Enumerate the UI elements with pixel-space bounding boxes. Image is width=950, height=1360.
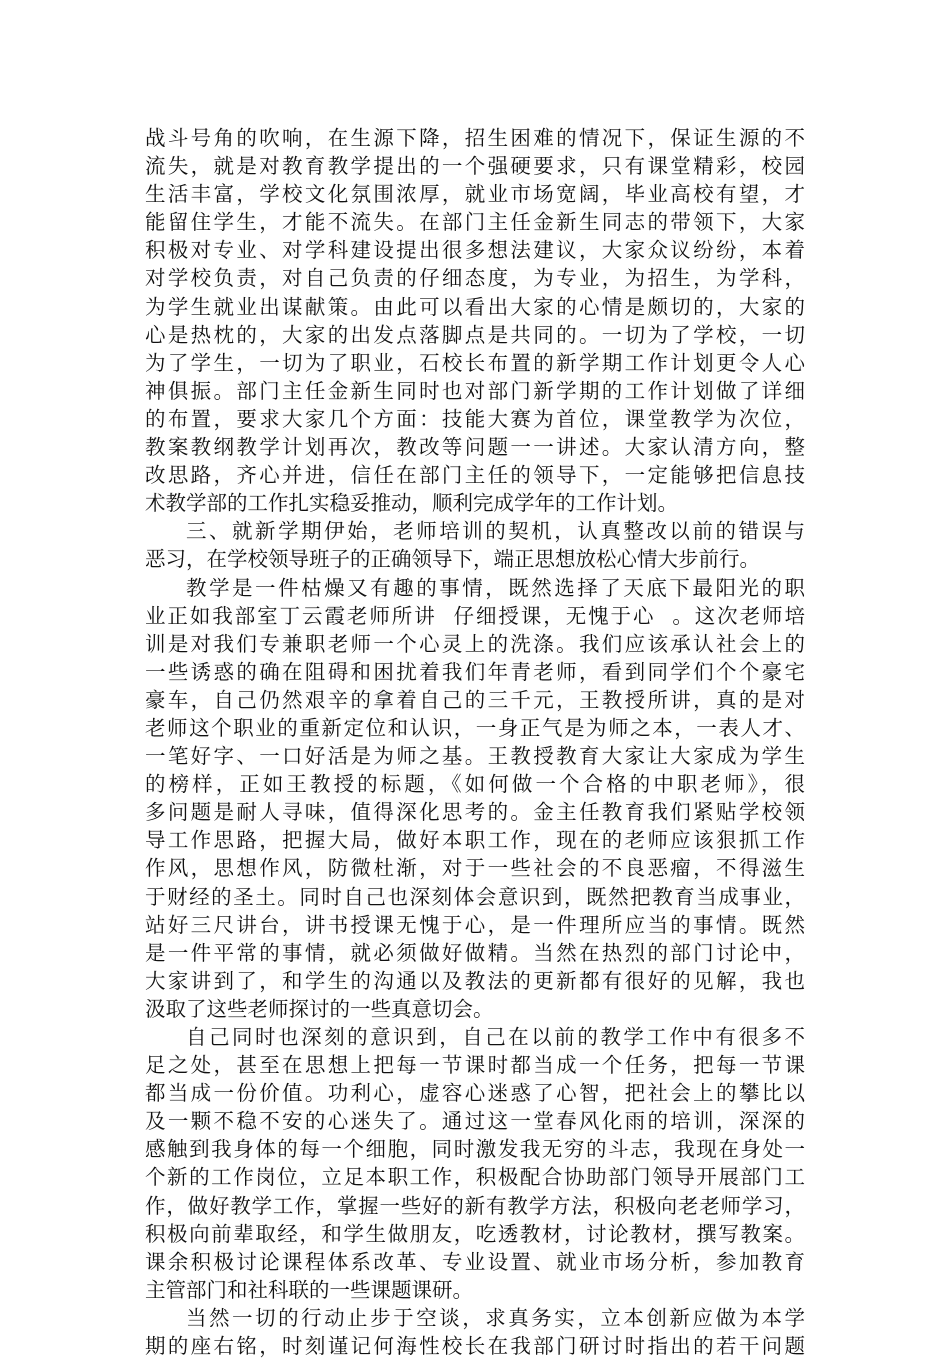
paragraph-first-line: 教学是一件枯燥又有趣的事情，既然选择了天底下最阳光的职: [186, 575, 805, 600]
text-line: 战斗号角的吹响，在生源下降，招生困难的情况下，保证生源的不: [145, 126, 805, 150]
text-line: 老师这个职业的重新定位和认识，一身正气是为师之本，一表人才、: [145, 715, 805, 740]
text-line: 作，做好教学工作，掌握一些好的新有教学方法，积极向老老师学习，: [145, 1193, 805, 1218]
paragraph-end-line: 主管部门和社科联的一些课题课研。: [145, 1277, 473, 1302]
text-line: 是一件平常的事情，就必须做好做精。当然在热烈的部门讨论中，: [145, 940, 805, 965]
text-line: 的榜样，正如王教授的标题，《如何做一个合格的中职老师》，很: [145, 772, 805, 797]
text-line: 积极对专业、对学科建设提出很多想法建议，大家众议纷纷，本着: [145, 238, 805, 263]
text-line: 流失，就是对教育教学提出的一个强硬要求，只有课堂精彩，校园: [145, 154, 805, 179]
paragraph-end-line: 汲取了这些老师探讨的一些真意切会。: [145, 996, 494, 1021]
text-line: 导工作思路，把握大局，做好本职工作，现在的老师应该狠抓工作: [145, 828, 805, 853]
section-heading-line: 三、就新学期伊始，老师培训的契机，认真整改以前的错误与: [186, 519, 805, 544]
text-line: 训是对我们专兼职老师一个心灵上的洗涤。我们应该承认社会上的: [145, 631, 805, 656]
text-line: 神俱振。部门主任金新生同时也对部门新学期的工作计划做了详细: [145, 378, 805, 403]
text-line: 一笔好字、一口好活是为师之基。王教授教育大家让大家成为学生: [145, 744, 805, 769]
text-line: 站好三尺讲台，讲书授课无愧于心，是一件理所应当的事情。既然: [145, 912, 805, 937]
text-line: 教案教纲教学计划再次，教改等问题一一讲述。大家认清方向，整: [145, 435, 805, 460]
text-line: 积极向前辈取经，和学生做朋友，吃透教材，讨论教材，撰写教案。: [145, 1221, 805, 1246]
text-line: 于财经的圣土。同时自己也深刻体会意识到，既然把教育当成事业，: [145, 884, 805, 909]
text-line: 足之处，甚至在思想上把每一节课时都当成一个任务，把每一节课: [145, 1053, 805, 1078]
text-line: 能留住学生，才能不流失。在部门主任金新生同志的带领下，大家: [145, 210, 805, 235]
text-line: 个新的工作岗位，立足本职工作，积极配合协助部门领导开展部门工: [145, 1165, 805, 1190]
document-body: [145, 124, 805, 1360]
text-line: 课余积极讨论课程体系改革、专业设置、就业市场分析，参加教育: [145, 1249, 805, 1274]
text-line: 业正如我部室丁云霞老师所讲 仔细授课，无愧于心 。这次老师培: [145, 603, 805, 628]
text-line: 改思路，齐心并进，信任在部门主任的领导下，一定能够把信息技: [145, 463, 805, 488]
text-line: 对学校负责，对自己负责的仔细态度，为专业，为招生，为学科，: [145, 266, 805, 291]
text-line: 及一颗不稳不安的心迷失了。通过这一堂春风化雨的培训，深深的: [145, 1109, 805, 1134]
text-line: 为学生就业出谋献策。由此可以看出大家的心情是颇切的，大家的: [145, 294, 805, 319]
text-line: 心是热枕的，大家的出发点落脚点是共同的。一切为了学校，一切: [145, 322, 805, 347]
paragraph-end-line: 术教学部的工作扎实稳妥推动，顺利完成学年的工作计划。: [145, 491, 678, 516]
text-line: 一些诱惑的确在阻碍和困扰着我们年青老师，看到同学们个个豪宅: [145, 659, 805, 684]
text-line: 为了学生，一切为了职业，石校长布置的新学期工作计划更令人心: [145, 350, 805, 375]
paragraph-first-line: 当然一切的行动止步于空谈，求真务实，立本创新应做为本学: [186, 1305, 805, 1330]
text-line: 生活丰富，学校文化氛围浓厚，就业市场宽阔，毕业高校有望，才: [145, 182, 805, 207]
paragraph-end-line: 恶习，在学校领导班子的正确领导下，端正思想放松心情大步前行。: [145, 547, 760, 572]
paragraph-first-line: 自己同时也深刻的意识到，自己在以前的教学工作中有很多不: [186, 1025, 805, 1049]
text-line: 都当成一份价值。功利心，虚容心迷惑了心智，把社会上的攀比以: [145, 1081, 805, 1106]
text-line: 作风，思想作风，防微杜渐，对于一些社会的不良恶瘤，不得滋生: [145, 856, 805, 881]
text-line: 多问题是耐人寻味，值得深化思考的。金主任教育我们紧贴学校领: [145, 800, 805, 825]
text-line: 感触到我身体的每一个细胞，同时激发我无穷的斗志，我现在身处一: [145, 1137, 805, 1162]
text-line: 大家讲到了，和学生的沟通以及教法的更新都有很好的见解，我也: [145, 968, 805, 993]
text-line: 期的座右铭，时刻谨记何海性校长在我部门研讨时指出的若干问题: [145, 1334, 805, 1359]
text-line: 的布置，要求大家几个方面：技能大赛为首位，课堂教学为次位，: [145, 406, 805, 431]
text-line: 豪车，自己仍然艰辛的拿着自己的三千元，王教授所讲，真的是对: [145, 687, 805, 712]
